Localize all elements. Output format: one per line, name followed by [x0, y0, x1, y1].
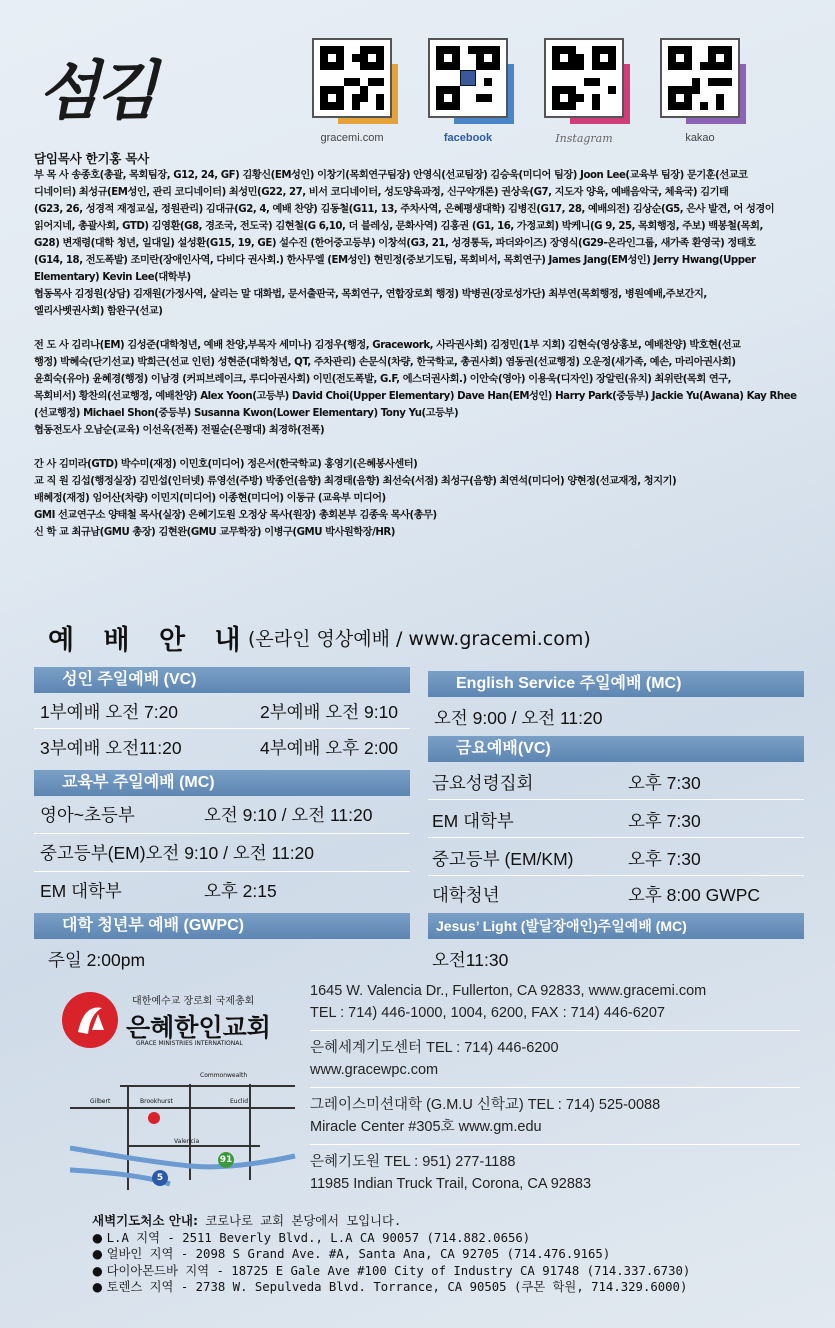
service-group: 대학청년: [432, 885, 500, 905]
staff-line: (G23, 26, 성경적 재정교실, 정원관리) 김대규(G2, 4, 예배 찬양) 김동철(G11, 13, 주차사역, 은혜평생대학) 김병진(G17, 28, 예배의전) 김상순(G5, 은사 발견, 어 성경이: [34, 204, 775, 215]
staff-line: 엘리사벳권사회) 함완구(선교): [34, 306, 163, 317]
service-row: [34, 729, 410, 766]
service-time: 오전 9:10 / 오전 11:20: [204, 805, 373, 825]
worship-left-column: [34, 667, 410, 972]
staff-line: 목회비서) 황찬의(선교행정, 예배찬양) Alex Yoon(고등부) David Choi(Upper Elementary) Dave Han(EM성인) Harry Park(중등부) Jackie Yu(Awana) Kay Rhee: [34, 391, 797, 402]
qr-item-facebook[interactable]: [414, 38, 522, 145]
staff-line: Elementary) Kevin Lee(대학부): [34, 272, 191, 283]
staff-line: GMI 선교연구소 양태철 목사(실장) 은혜기도원 오정상 목사(원장) 총회본부 김종욱 목사(총무): [34, 510, 437, 521]
church-name-english: GRACE MINISTRIES INTERNATIONAL: [136, 1040, 243, 1047]
church-name: 은혜한인교회: [126, 1013, 271, 1042]
dawn-prayer-note: 코로나로 교회 본당에서 모입니다.: [197, 1214, 402, 1228]
map-label: Valencia: [174, 1138, 200, 1145]
service-time: 3부예배 오전11:20: [40, 738, 182, 758]
worship-subtitle: (온라인 영상예배 / www.gracemi.com): [248, 628, 591, 650]
map-label: Brookhurst: [140, 1098, 173, 1105]
service-group: 금요성령집회: [432, 773, 534, 793]
church-denomination: 대한예수교 장로회 국제총회: [132, 996, 255, 1007]
service-group: EM 대학부: [40, 881, 122, 901]
list-item: ● 다이아몬드바 지역 - 18725 E Gale Ave #100 City of Industry CA 91748 (714.337.6730): [92, 1263, 691, 1278]
location-map[interactable]: [70, 1070, 300, 1190]
adult-service-bar: 성인 주일예배 (VC): [34, 667, 410, 693]
list-item: ● 얼바인 지역 - 2098 S Grand Ave. #A, Santa Ana, CA 92705 (714.476.9165): [92, 1247, 611, 1261]
senior-pastor-line: 담임목사 한기홍 목사: [34, 151, 150, 166]
service-row: [34, 834, 410, 872]
service-time: 1부예배 오전 7:20: [40, 702, 179, 722]
service-row: [428, 762, 804, 800]
church-emblem-icon: [60, 990, 120, 1050]
staff-line: G28) 변재령(대학 청년, 일대일) 설성환(G15, 19, GE) 설수진 (한어중고등부) 이창석(G3, 21, 성경통독, 파더와이즈) 장영식(G29-온라인그룹, 새가족 환영국) 정태호: [34, 238, 756, 249]
service-time: 오후 7:30: [628, 849, 701, 869]
qr-label-facebook: facebook: [443, 132, 493, 144]
service-row: [428, 838, 804, 876]
dawn-prayer-heading: 새벽기도처소 안내:: [92, 1213, 198, 1228]
list-item: ● L.A 지역 - 2511 Beverly Blvd., L.A CA 90057 (714.882.0656): [92, 1230, 531, 1245]
service-row: [428, 876, 804, 911]
staff-line: 간 사 김미라(GTD) 박수미(재정) 이민호(미디어) 정은서(한국학교) 홍영기(은혜봉사센터): [34, 459, 418, 470]
friday-service-bar: 금요예배(VC): [428, 736, 804, 762]
service-row: [34, 872, 410, 909]
service-group: EM 대학부: [432, 811, 514, 831]
staff-line: (선교행정) Michael Shon(중등부) Susanna Kwon(Lower Elementary) Tony Yu(고등부): [34, 408, 459, 419]
map-label: Commonwealth: [200, 1072, 248, 1079]
edu-service-bar: 교육부 주일예배 (MC): [34, 770, 410, 796]
service-time: 오후 7:30: [628, 811, 701, 831]
prayer-center-url[interactable]: www.gracewpc.com: [310, 1062, 439, 1078]
service-time: 오후 2:15: [204, 881, 277, 901]
route-5-icon: 5: [152, 1170, 168, 1186]
service-time: 오전 9:00 / 오전 11:20: [434, 708, 603, 728]
retreat-center-address: 11985 Indian Truck Trail, Corona, CA 92883: [310, 1176, 592, 1192]
bullet-icon: ●: [92, 1230, 107, 1245]
map-label: Euclid: [230, 1098, 249, 1105]
miracle-center-info: Miracle Center #305호 www.gm.edu: [310, 1119, 542, 1135]
staff-line: 협동전도사 오남순(교육) 이선옥(전폭) 전필순(은평대) 최경하(전폭): [34, 425, 325, 436]
staff-line: (G14, 18, 전도폭발) 조미란(장애인사역, 다비다 권사회.) 한사무엘 (EM성인) 현민정(중보기도팀, 목회비서, 목회연구) James Jang(EM성인) Jerry Hwang(Upper: [34, 255, 756, 266]
staff-line: 행정) 박혜숙(단기선교) 박희근(선교 인턴) 성현준(대학청년, QT, 주차관리) 손문식(차량, 한국학교, 총권사회) 염동권(선교행정) 오운정(새가족, 예손, 마리아권사회): [34, 357, 736, 368]
staff-line: 신 학 교 최규남(GMU 총장) 김현완(GMU 교무학장) 이병구(GMU 박사원학장/HR): [34, 527, 396, 538]
bullet-icon: ●: [92, 1247, 107, 1261]
qr-code-row: [298, 38, 754, 145]
church-address: 1645 W. Valencia Dr., Fullerton, CA 92833, www.gracemi.com: [310, 983, 707, 999]
staff-directory: [34, 150, 809, 541]
bullet-icon: ●: [92, 1280, 107, 1294]
service-time: 오전 9:10 / 오전 11:20: [145, 843, 315, 863]
service-row: [34, 693, 410, 729]
service-row: [34, 796, 410, 834]
contact-info: [310, 980, 800, 1195]
service-time: 주일 2:00pm: [48, 950, 146, 970]
qr-item-website[interactable]: [298, 38, 406, 145]
gmu-info: 그레이스미션대학 (G.M.U 신학교) TEL : 714) 525-0088: [310, 1097, 661, 1113]
qr-code-icon: [436, 46, 500, 110]
prayer-center-info: 은혜세계기도센터 TEL : 714) 446-6200: [310, 1040, 559, 1056]
staff-line: 디네이터) 최성규(EM성인, 관리 코디네이터) 최성민(G22, 27, 비서 코디네이터, 성도양육과정, 신구약개론) 권상욱(G7, 지도자 양육, 예배음악국, 체육국) 김기태: [34, 187, 729, 198]
qr-code-icon: [552, 46, 616, 110]
staff-line: 교 직 원 김섭(행정실장) 김민섭(인터넷) 류영선(주방) 박종언(음향) 최경태(음향) 최선숙(서점) 최성구(음향) 최연석(미디어) 양현정(선교재정, 청지기): [34, 476, 677, 487]
staff-line: 부 목 사 송종호(총괄, 목회팀장, G12, 24, GF) 김황신(EM성인) 이창기(목회연구팀장) 안영식(선교팀장) 김승욱(미디어 팀장) Joon Lee(교육부 팀장) 문기훈(선교코: [34, 170, 748, 181]
staff-line: 협동목사 김정원(상담) 김재원(가정사역, 살리는 말 대화법, 문서출판국, 목회연구, 연합장로회 행정) 박병권(장로성가단) 최부연(목회행정, 병원예배,주보간지,: [34, 289, 707, 300]
service-group: 영아~초등부: [40, 805, 135, 825]
qr-label-website: gracemi.com: [320, 132, 384, 144]
route-91-icon: 91: [218, 1152, 234, 1168]
qr-item-instagram[interactable]: [530, 38, 638, 145]
qr-code-icon: [668, 46, 732, 110]
map-diagram: [70, 1070, 300, 1190]
qr-label-kakao: kakao: [685, 132, 715, 144]
service-time: 오후 7:30: [628, 773, 701, 793]
qr-label-instagram: Instagram: [555, 132, 613, 145]
service-group: 중고등부(EM): [40, 843, 146, 863]
map-label: Gilbert: [90, 1098, 111, 1105]
service-row: [428, 800, 804, 838]
staff-line: 전 도 사 김리나(EM) 김성준(대학청년, 예배 찬양,부목자 세미나) 김정우(행정, Gracework, 사라권사회) 김정민(1부 지회) 김현숙(영상홍보, 예배찬양) 박호현(선교: [34, 340, 741, 351]
worship-right-column: [428, 671, 804, 972]
service-time: 오후 8:00 GWPC: [628, 885, 761, 905]
young-adult-service-bar: 대학 청년부 예배 (GWPC): [34, 913, 410, 939]
service-time: 4부예배 오후 2:00: [260, 738, 399, 758]
staff-line: 읽어지네, 총괄사회, GTD) 김영환(G8, 경조국, 전도국) 김현철(G 6,10, 더 블레싱, 문화사역) 김홍권 (G1, 16, 가정교회) 박케니(G 9, 25, 목회행정, 주보) 백봉철(목회,: [34, 221, 763, 232]
jesus-light-service-bar: Jesus’ Light (발달장애인)주일예배 (MC): [428, 913, 804, 939]
service-group: 중고등부 (EM/KM): [432, 849, 574, 869]
english-service-bar: English Service 주일예배 (MC): [428, 671, 804, 697]
qr-item-kakao[interactable]: [646, 38, 754, 145]
retreat-center-info: 은혜기도원 TEL : 951) 277-1188: [310, 1154, 516, 1170]
service-time: 오전11:30: [432, 950, 509, 970]
list-item: ● 토렌스 지역 - 2738 W. Sepulveda Blvd. Torrance, CA 90505 (쿠몬 학원, 714.329.6000): [92, 1280, 688, 1294]
staff-line: 윤희숙(유아) 윤혜경(행정) 이남경 (커피브레이크, 루디아권사회) 이민(전도폭발, G.F, 에스더권사회.) 이안숙(영아) 이용욱(디자인) 장알린(유치) 최위란(목회 연구,: [34, 374, 732, 385]
bullet-icon: ●: [92, 1263, 107, 1278]
church-phone: TEL : 714) 446-1000, 1004, 6200, FAX : 714) 446-6207: [310, 1005, 665, 1021]
worship-title: 예 배 안 내: [48, 625, 251, 656]
page-logo-calligraphy: 섬김: [38, 54, 154, 129]
service-time: 2부예배 오전 9:10: [260, 702, 399, 722]
dawn-prayer-section: [92, 1213, 690, 1296]
qr-code-icon: [320, 46, 384, 110]
staff-line: 배혜정(재정) 임어산(차량) 이민지(미디어) 이종현(미디어) 이동규 (교육부 미디어): [34, 493, 386, 504]
